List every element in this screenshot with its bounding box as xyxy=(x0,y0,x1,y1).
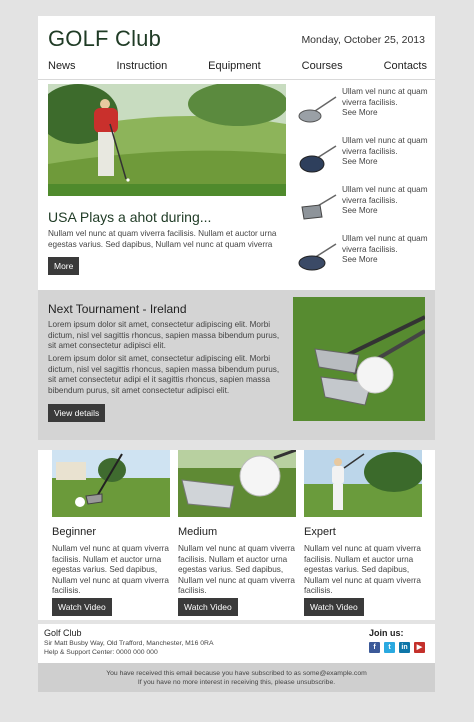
side-item-text: Ullam vel nunc at quam viverra facilisis. xyxy=(342,87,428,107)
brand-logo[interactable]: GOLF Club xyxy=(48,26,162,51)
facebook-icon[interactable]: f xyxy=(369,642,380,653)
footer-help: Help & Support Center: 0000 000 000 xyxy=(44,649,158,656)
nav-courses[interactable]: Courses xyxy=(301,60,343,72)
level-card-beginner xyxy=(52,450,170,620)
email-container xyxy=(38,16,435,692)
level-text: Nullam vel nunc at quam viverra facilisis. Nullam et auctor urna egestas varius. Sed dapibus, Nullam vel nunc at quam viverra facilisis. xyxy=(178,544,295,595)
side-item-text: Ullam vel nunc at quam viverra facilisis. xyxy=(342,136,428,156)
more-button[interactable]: More xyxy=(48,257,79,275)
twitter-icon[interactable]: t xyxy=(384,642,395,653)
nav-news[interactable]: News xyxy=(48,60,76,72)
hero-image xyxy=(48,84,286,196)
beginner-image xyxy=(52,450,170,517)
nav-divider xyxy=(38,79,435,80)
nav-contacts[interactable]: Contacts xyxy=(383,60,427,72)
level-text: Nullam vel nunc at quam viverra facilisis. Nullam et auctor urna egestas varius. Sed dapibus, Nullam vel nunc at quam viverra facilisis. xyxy=(304,544,421,595)
unsubscribe-notice xyxy=(38,663,435,692)
medium-image xyxy=(178,450,296,517)
driver-icon xyxy=(298,144,338,174)
see-more-link[interactable]: See More xyxy=(342,108,378,117)
level-title: Medium xyxy=(178,526,218,538)
expert-image xyxy=(304,450,422,517)
watch-video-button[interactable]: Watch Video xyxy=(52,598,112,616)
side-item[interactable] xyxy=(296,136,426,182)
tournament-paragraph: Lorem ipsum dolor sit amet, consectetur adipiscing elit. Morbi dictum, nisl vel sagittis rhoncus, sapien massa bibendum purus, sit amet consectetur adipi el it sagittis rhoncus, sapien massa bibendum purus, sit amet consectetur adipisci elit. xyxy=(48,354,280,395)
level-title: Beginner xyxy=(52,526,97,538)
iron-icon xyxy=(298,193,338,223)
side-item[interactable] xyxy=(296,87,426,133)
footer-org-name: Golf Club xyxy=(44,628,82,638)
section-gap xyxy=(38,440,435,450)
linkedin-icon[interactable]: in xyxy=(399,642,410,653)
hero-title[interactable]: USA Plays a ahot during... xyxy=(48,209,212,225)
tournament-paragraph: Lorem ipsum dolor sit amet, consectetur adipiscing elit. Morbi dictum, nisl vel sagittis rhoncus, sapien massa bibendum purus, sit amet consectetur adipisci elit. xyxy=(48,320,280,350)
watch-video-button[interactable]: Watch Video xyxy=(304,598,364,616)
side-item-text: Ullam vel nunc at quam viverra facilisis. xyxy=(342,234,428,254)
date-label: Monday, October 25, 2013 xyxy=(301,34,425,46)
hero-text: Nullam vel nunc at quam viverra facilisis. Nullam et auctor urna egestas varius. Sed dapibus, Nullam vel nunc at quam viverra xyxy=(48,229,277,249)
watch-video-button[interactable]: Watch Video xyxy=(178,598,238,616)
nav-instruction[interactable]: Instruction xyxy=(116,60,168,72)
level-card-medium xyxy=(178,450,296,620)
level-title: Expert xyxy=(304,526,336,538)
notice-line: You have received this email because you have subscribed to as some@example.com xyxy=(106,670,367,677)
side-item-text: Ullam vel nunc at quam viverra facilisis. xyxy=(342,185,428,205)
youtube-icon[interactable]: ▶ xyxy=(414,642,425,653)
view-details-button[interactable]: View details xyxy=(48,404,105,422)
side-item[interactable] xyxy=(296,185,426,231)
join-us-label: Join us: xyxy=(369,628,404,638)
level-card-expert xyxy=(304,450,422,620)
see-more-link[interactable]: See More xyxy=(342,157,378,166)
driver-icon xyxy=(298,95,338,125)
footer-address: Sir Matt Busby Way, Old Trafford, Manchester, M16 0RA xyxy=(44,640,214,647)
tournament-image xyxy=(293,297,425,421)
section-gap xyxy=(38,620,435,624)
level-text: Nullam vel nunc at quam viverra facilisis. Nullam et auctor urna egestas varius. Sed dapibus, Nullam vel nunc at quam viverra facilisis. xyxy=(52,544,169,595)
tournament-title[interactable]: Next Tournament - Ireland xyxy=(48,302,187,316)
top-nav xyxy=(38,60,435,80)
driver-icon xyxy=(298,242,338,272)
nav-equipment[interactable]: Equipment xyxy=(208,60,261,72)
side-item[interactable] xyxy=(296,234,426,280)
see-more-link[interactable]: See More xyxy=(342,255,378,264)
see-more-link[interactable]: See More xyxy=(342,206,378,215)
unsubscribe-link[interactable]: If you have no more interest in receiving this, please unsubscribe. xyxy=(137,679,336,686)
